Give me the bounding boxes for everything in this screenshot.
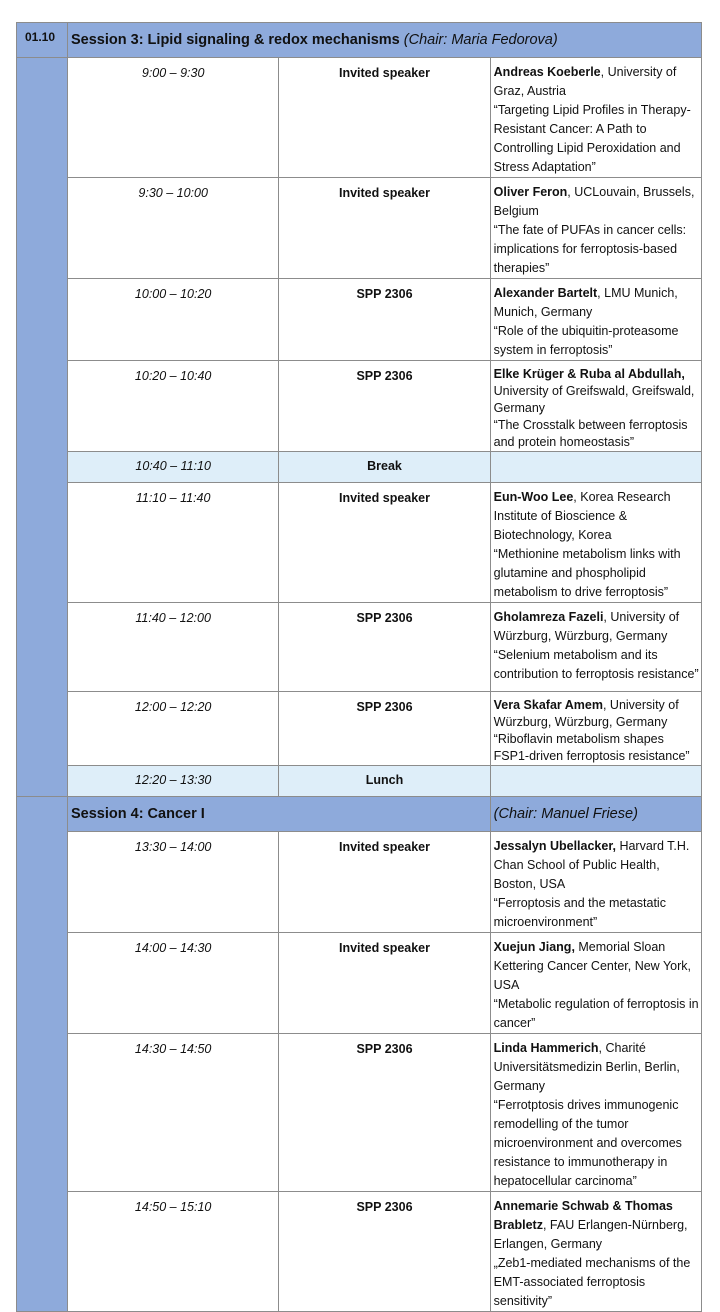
speaker-name: Gholamreza Fazeli: [493, 610, 604, 624]
type-cell: Invited speaker: [279, 178, 490, 279]
date-label: 01.10: [25, 30, 56, 44]
table-row: [17, 58, 702, 178]
talk-title: “Ferroptosis and the metastatic microenvironment”: [493, 896, 666, 929]
date-cell: [17, 23, 68, 58]
talk-title: “Role of the ubiquitin-proteasome system in ferroptosis”: [493, 324, 679, 357]
speaker-affiliation: Harvard T.H. Chan School of Public Health, Boston, USA: [493, 839, 690, 891]
table-row: [17, 483, 702, 603]
talk-title: „Zeb1-mediated mechanisms of the EMT-associated ferroptosis sensitivity”: [493, 1256, 691, 1308]
speaker-affiliation: , University of Würzburg, Würzburg, Germany: [493, 610, 680, 643]
table-row: [17, 1034, 702, 1192]
talk-title: “Riboflavin metabolism shapes FSP1-driven ferroptosis resistance”: [493, 732, 690, 763]
type-cell: SPP 2306: [279, 279, 490, 361]
type-cell: Invited speaker: [279, 933, 490, 1034]
type-cell: Invited speaker: [279, 483, 490, 603]
talk-title: “The fate of PUFAs in cancer cells: implications for ferroptosis-based therapies”: [493, 223, 687, 275]
type-cell: SPP 2306: [279, 692, 490, 766]
table-row: [17, 933, 702, 1034]
type-cell: SPP 2306: [279, 361, 490, 452]
time-cell: 11:40 – 12:00: [68, 603, 279, 692]
break-row: [17, 452, 702, 483]
speaker-affiliation: , University of Graz, Austria: [493, 65, 677, 98]
speaker-name: Linda Hammerich: [493, 1041, 599, 1055]
time-cell: 14:00 – 14:30: [68, 933, 279, 1034]
talk-cell: [490, 361, 701, 452]
table-row: [17, 279, 702, 361]
talk-cell: [490, 1034, 701, 1192]
session3-title-cell: [68, 23, 702, 58]
time-cell: 10:00 – 10:20: [68, 279, 279, 361]
talk-title: “Metabolic regulation of ferroptosis in cancer”: [493, 997, 699, 1030]
speaker-name: Alexander Bartelt: [493, 286, 598, 300]
talk-cell: [490, 832, 701, 933]
talk-title: “The Crosstalk between ferroptosis and protein homeostasis”: [493, 418, 688, 449]
speaker-affiliation: , Korea Research Institute of Bioscience & Biotechnology, Korea: [493, 490, 671, 542]
talk-cell: [490, 178, 701, 279]
talk-cell: [490, 1192, 701, 1312]
time-cell: 13:30 – 14:00: [68, 832, 279, 933]
talk-title: “Selenium metabolism and its contribution to ferroptosis resistance”: [493, 648, 699, 681]
time-cell: 10:40 – 11:10: [68, 452, 279, 483]
empty-cell: [490, 452, 701, 483]
table-row: [17, 603, 702, 692]
speaker-name: Jessalyn Ubellacker,: [493, 839, 616, 853]
type-cell: SPP 2306: [279, 603, 490, 692]
speaker-affiliation: , UCLouvain, Brussels, Belgium: [493, 185, 695, 218]
type-cell: SPP 2306: [279, 1192, 490, 1312]
session3-title: Session 3: Lipid signaling & redox mechanisms: [71, 32, 400, 48]
talk-cell: [490, 279, 701, 361]
talk-cell: [490, 692, 701, 766]
type-cell: SPP 2306: [279, 1034, 490, 1192]
talk-title: “Targeting Lipid Profiles in Therapy-Resistant Cancer: A Path to Controlling Lipid Peroxidation and Stress Adaptation”: [493, 103, 691, 174]
session4-chair: (Chair: Manuel Friese): [490, 797, 701, 832]
table-row: [17, 692, 702, 766]
time-cell: 10:20 – 10:40: [68, 361, 279, 452]
speaker-name: Xuejun Jiang,: [493, 940, 575, 954]
table-row: [17, 832, 702, 933]
table-row: [17, 1192, 702, 1312]
empty-cell: [490, 766, 701, 797]
talk-title: “Methionine metabolism links with glutamine and phospholipid metabolism to drive ferroptosis”: [493, 547, 681, 599]
speaker-name: Elke Krüger & Ruba al Abdullah,: [493, 367, 685, 381]
time-cell: 11:10 – 11:40: [68, 483, 279, 603]
table-row: [17, 178, 702, 279]
session4-title: Session 4: Cancer I: [68, 797, 491, 832]
session3-header-row: [17, 23, 702, 58]
time-cell: 14:50 – 15:10: [68, 1192, 279, 1312]
time-cell: 9:30 – 10:00: [68, 178, 279, 279]
speaker-name: Eun-Woo Lee: [493, 490, 574, 504]
type-cell: Lunch: [279, 766, 490, 797]
lunch-row: [17, 766, 702, 797]
type-cell: Invited speaker: [279, 832, 490, 933]
date-column: [17, 58, 68, 797]
speaker-affiliation: , Charité Universitätsmedizin Berlin, Berlin, Germany: [493, 1041, 680, 1093]
speaker-name: Vera Skafar Amem: [493, 698, 603, 712]
speaker-affiliation: , LMU Munich, Munich, Germany: [493, 286, 678, 319]
session3-chair: (Chair: Maria Fedorova): [403, 32, 558, 48]
speaker-affiliation: , FAU Erlangen-Nürnberg, Erlangen, Germany: [493, 1218, 688, 1251]
speaker-name: Annemarie Schwab & Thomas Brabletz: [493, 1199, 673, 1232]
time-cell: 12:20 – 13:30: [68, 766, 279, 797]
type-cell: Break: [279, 452, 490, 483]
speaker-affiliation: , University of Würzburg, Würzburg, Germany: [493, 698, 679, 729]
talk-cell: [490, 603, 701, 692]
speaker-name: Andreas Koeberle: [493, 65, 601, 79]
type-cell: Invited speaker: [279, 58, 490, 178]
time-cell: 12:00 – 12:20: [68, 692, 279, 766]
table-row: [17, 361, 702, 452]
date-column: [17, 797, 68, 1312]
talk-title: “Ferrotptosis drives immunogenic remodelling of the tumor microenvironment and overcomes resistance to immunotherapy in hepatocellular carcinoma”: [493, 1098, 682, 1188]
speaker-affiliation: University of Greifswald, Greifswald, Germany: [493, 384, 695, 415]
speaker-name: Oliver Feron: [493, 185, 568, 199]
talk-cell: [490, 933, 701, 1034]
time-cell: 14:30 – 14:50: [68, 1034, 279, 1192]
time-cell: 9:00 – 9:30: [68, 58, 279, 178]
talk-cell: [490, 58, 701, 178]
speaker-affiliation: Memorial Sloan Kettering Cancer Center, New York, USA: [493, 940, 691, 992]
talk-cell: [490, 483, 701, 603]
program-table: [16, 22, 702, 1312]
session4-header-row: [17, 797, 702, 832]
